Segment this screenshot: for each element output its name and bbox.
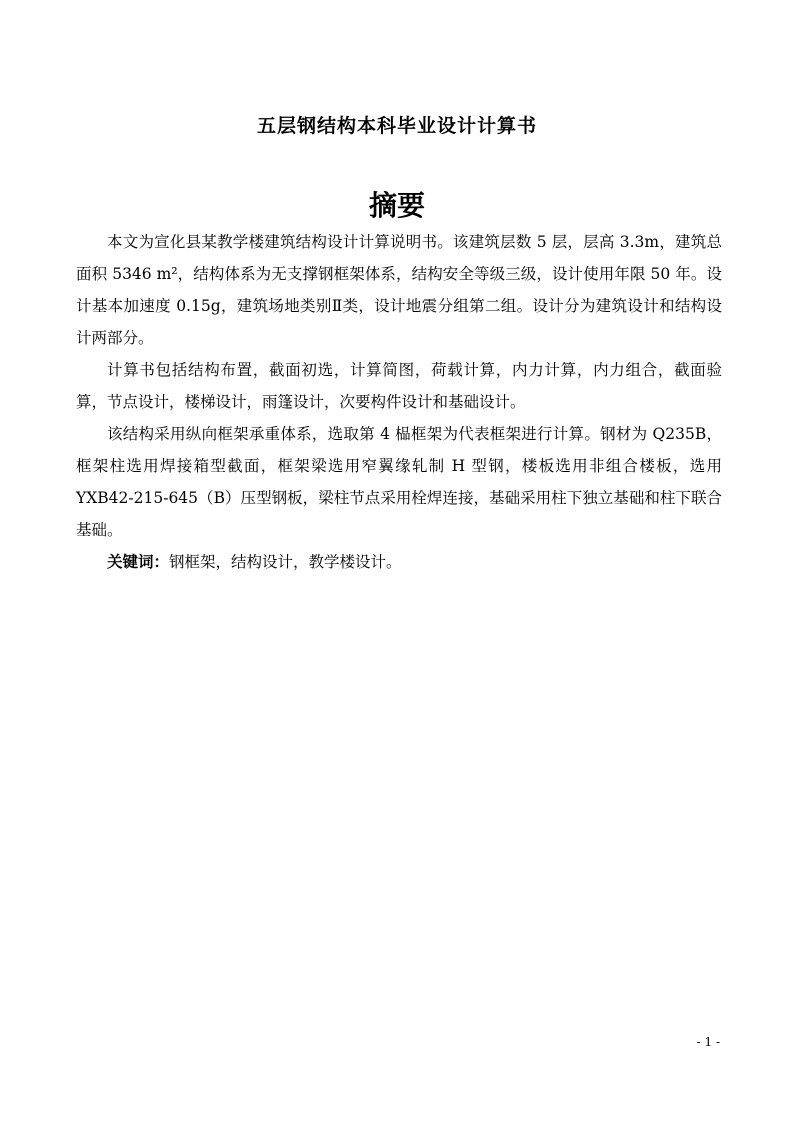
abstract-heading: 摘要 xyxy=(368,189,425,222)
abstract-paragraph-1: 本文为宣化县某教学楼建筑结构设计计算说明书。该建筑层数 5 层，层高 3.3m，建筑总面积 5346 m²，结构体系为无支撑钢框架体系，结构安全等级三级，设计使用年限 50 年。设计基本加速度 0.15g，建筑场地类别Ⅱ类，设计地震分组第二组。设计分为建筑设计和结构设计两部分。 xyxy=(76,233,722,347)
page-number: - 1 - xyxy=(696,1035,720,1049)
keywords-label: 关键词： xyxy=(107,552,170,571)
keywords-line xyxy=(76,546,722,578)
abstract-paragraph-3: 该结构采用纵向框架承重体系，选取第 4 榀框架为代表框架进行计算。钢材为 Q235B，框架柱选用焊接箱型截面，框架梁选用窄翼缘轧制 H 型钢，楼板选用非组合楼板，选用 YXB42-215-645（B）压型钢板，梁柱节点采用栓焊连接，基础采用柱下独立基础和柱下联合基础。 xyxy=(76,425,722,539)
abstract-body xyxy=(76,226,722,578)
abstract-paragraph-2: 计算书包括结构布置，截面初选，计算简图，荷载计算，内力计算，内力组合，截面验算，节点设计，楼梯设计，雨篷设计，次要构件设计和基础设计。 xyxy=(76,361,722,411)
document-title: 五层钢结构本科毕业设计计算书 xyxy=(256,115,537,137)
keywords-text: 钢框架，结构设计，教学楼设计。 xyxy=(169,553,402,571)
